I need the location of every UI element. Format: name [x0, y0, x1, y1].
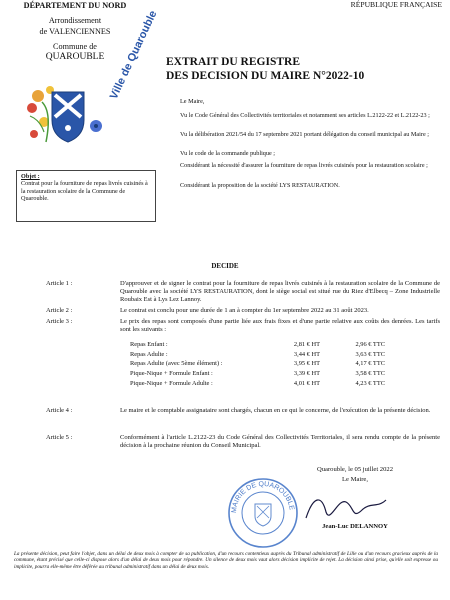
tarif-ttc: 3,63 € TTC [355, 350, 385, 358]
article-3-text: Le prix des repas sont composés d'une partie liée aux frais fixes et d'une partie relative aux coûts des denrées. Les tarifs sont les suivants : [120, 318, 440, 333]
article-3-label: Article 3 : [46, 318, 73, 325]
tarif-ht: 2,81 € HT [293, 341, 320, 349]
tarif-name: Repas Adulte (avec 5ème élément) : [130, 360, 223, 368]
tarifs-list [120, 340, 420, 388]
preamble-vu-cgct: Vu le Code Général des Collectivités territoriales et notamment ses articles L.2122-22 et L.2122-23 ; [180, 112, 430, 119]
tarif-ttc: 2,96 € TTC [355, 341, 385, 349]
article-5-text: Conformément à l'article L.2122-23 du Code Général des Collectivités Territoriales, il sera rendu compte de la présente décision à la prochaine réunion du Conseil Municipal. [120, 434, 440, 449]
title-line-1: EXTRAIT DU REGISTRE [166, 56, 300, 68]
title-line-2: DES DECISION DU MAIRE N°2022-10 [166, 70, 365, 82]
logo-script-text: Ville de Quarouble [107, 8, 160, 102]
tarif-row [120, 378, 420, 388]
objet-label: Objet : [21, 173, 40, 180]
legal-footer: La présente décision, peut faire l'objet, dans un délai de deux mois à compter de sa publication, d'un recours contentieux auprès du Tribunal administratif de Lille ou d'un recours gracieux auprès de la commune, étant précisé que celle-ci dispose alors d'un délai de deux mois pour répondre. Un silence de deux mois vaut alors décision implicite de rejet. La décision ainsi prise, qu'elle soit expresse ou implicite, pourra elle-même être déférée au tribunal administratif dans un délai de deux mois. [14, 551, 438, 570]
preamble-vu-deliberation: Vu la délibération 2021/54 du 17 septembre 2021 portant délégation du conseil municipal au Maire ; [180, 131, 429, 138]
mairie-stamp [226, 476, 300, 550]
flower-decoration-icon [27, 86, 54, 142]
commune-label: Commune de [53, 41, 97, 51]
department: DÉPARTEMENT DU NORD [23, 1, 127, 10]
preamble-vu-code-commande: Vu le code de la commande publique ; [180, 150, 275, 157]
tarif-name: Pique-Nique + Formule Enfant : [130, 370, 213, 378]
tarif-name: Repas Adulte : [130, 350, 168, 358]
tarif-ht: 3,95 € HT [293, 360, 320, 368]
blue-flower-icon [90, 120, 102, 132]
signatory-role: Le Maire, [342, 476, 368, 483]
objet-text: Contrat pour la fourniture de repas livrés cuisinés à la restauration scolaire de la Commune de Quarouble. [21, 180, 148, 203]
article-1-label: Article 1 : [46, 280, 73, 287]
article-2-text: Le contrat est conclu pour une durée de 1 an à compter du 1er septembre 2022 au 31 août 2023. [120, 307, 369, 314]
handwritten-signature [300, 488, 390, 528]
article-1-text: D'approuver et de signer le contrat pour la fourniture de repas livrés cuisinés à la restauration scolaire de la Commune de Quarouble avec la société LYS RESTAURATION, dont le siège social est situé rue du Riez d'Elbecq – Zone Industrielle Roubaix Est à Lys Lez Lannoy. [120, 280, 440, 303]
tarif-name: Pique-Nique + Formule Adulte : [130, 379, 213, 387]
document-title [166, 55, 364, 83]
arrondissement-label: Arrondissement [48, 15, 102, 25]
decide-heading: DECIDE [211, 262, 239, 270]
tarif-ttc: 4,17 € TTC [355, 360, 385, 368]
stamp-emblem-icon [255, 504, 271, 526]
arrondissement-name: de VALENCIENNES [39, 27, 111, 36]
tarif-ttc: 4,23 € TTC [355, 379, 385, 387]
signatory-name: Jean-Luc DELANNOY [322, 523, 388, 530]
article-2-label: Article 2 : [46, 307, 73, 314]
tarif-row [120, 340, 420, 350]
place-date: Quarouble, le 05 juillet 2022 [317, 466, 393, 473]
stamp-text: MAIRIE DE QUAROUBLE [230, 480, 295, 514]
svg-text:MAIRIE DE QUAROUBLE [231, 481, 295, 513]
preamble-considerant-1: Considérant la nécessité d'assurer la fourniture de repas livrés cuisinés pour la restauration scolaire ; [180, 162, 428, 169]
article-4-label: Article 4 : [46, 407, 73, 414]
tarif-ht: 4,01 € HT [293, 379, 320, 387]
coat-of-arms-icon [52, 92, 84, 142]
tarif-name: Repas Enfant : [130, 341, 168, 349]
preamble-considerant-2: Considérant la proposition de la société LYS RESTAURATION. [180, 182, 340, 189]
preamble-mayor: Le Maire, [180, 98, 205, 105]
article-5-label: Article 5 : [46, 434, 73, 441]
tarif-row [120, 350, 420, 360]
objet-box [16, 170, 156, 222]
tarif-ht: 3,39 € HT [293, 370, 320, 378]
article-4-text: Le maire et le comptable assignataire sont chargés, chacun en ce qui le concerne, de l'exécution de la présente décision. [120, 407, 431, 414]
republic-label: RÉPUBLIQUE FRANÇAISE [350, 0, 442, 9]
tarif-ht: 3,44 € HT [293, 350, 320, 358]
tarif-ttc: 3,58 € TTC [355, 370, 385, 378]
tarif-row [120, 359, 420, 369]
tarif-row [120, 369, 420, 379]
commune-name: QUAROUBLE [45, 52, 105, 62]
